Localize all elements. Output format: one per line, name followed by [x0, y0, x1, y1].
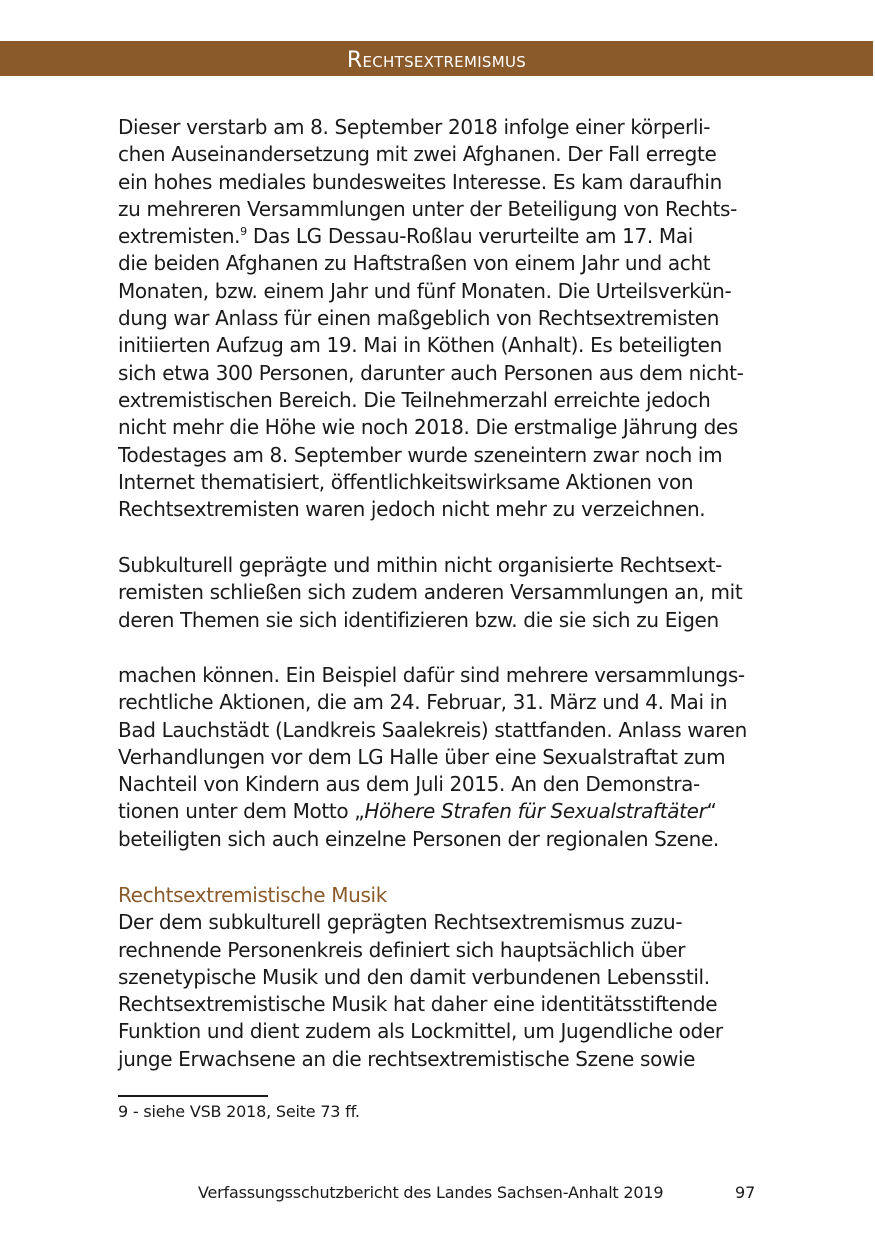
footer-title: Verfassungsschutzbericht des Landes Sachsen-Anhalt 2019	[198, 1183, 664, 1202]
text-line	[118, 798, 758, 825]
text-line: nicht mehr die Höhe wie noch 2018. Die erstmalige Jährung des	[118, 415, 738, 440]
text-line: chen Auseinandersetzung mit zwei Afghanen. Der Fall erregte	[118, 142, 717, 167]
body-paragraph-2	[118, 552, 758, 634]
text-line: Subkulturell geprägte und mithin nicht organisierte Rechtsext-	[118, 553, 723, 577]
text-line: szenetypische Musik und den damit verbundenen Lebensstil.	[118, 964, 710, 989]
text-line	[118, 223, 758, 250]
text-line: Internet thematisiert, öffentlichkeitswirksame Aktionen von	[118, 469, 694, 494]
text-line: Bad Lauchstädt (Landkreis Saalekreis) stattfanden. Anlass waren	[118, 717, 747, 742]
text-line: remisten schließen sich zudem anderen Versammlungen an, mit	[118, 580, 743, 605]
motto-italic: Höhere Strafen für Sexualstraftäter	[364, 799, 707, 824]
footnote-divider	[118, 1095, 268, 1097]
text-line: Verhandlungen vor dem LG Halle über eine Sexualstraftat zum	[118, 744, 726, 769]
text-line: rechnende Personenkreis definiert sich hauptsächlich über	[118, 937, 686, 962]
text-line: Funktion und dient zudem als Lockmittel, um Jugendliche oder	[118, 1019, 723, 1044]
body-paragraph-3	[118, 662, 758, 853]
text-line: die beiden Afghanen zu Haftstraßen von einem Jahr und acht	[118, 251, 711, 276]
text-line: Rechtsextremisten waren jedoch nicht mehr zu verzeichnen.	[118, 497, 706, 522]
body-paragraph-1	[118, 114, 758, 523]
text-line: ein hohes mediales bundesweites Interesse. Es kam daraufhin	[118, 169, 722, 194]
text-line: beteiligten sich auch einzelne Personen der regionalen Szene.	[118, 826, 719, 851]
text-fragment: Das LG Dessau-Roßlau verurteilte am 17. Mai	[246, 224, 693, 249]
text-fragment: “	[706, 799, 717, 824]
text-line: initiierten Aufzug am 19. Mai in Köthen (Anhalt). Es beteiligten	[118, 333, 722, 358]
section-heading: Rechtsextremistische Musik	[118, 883, 387, 907]
text-line: Rechtsextremistische Musik hat daher eine identitätsstiftende	[118, 992, 718, 1017]
text-line: Monaten, bzw. einem Jahr und fünf Monaten. Die Urteilsverkün-	[118, 278, 732, 303]
text-fragment: extremisten.	[118, 224, 241, 249]
text-fragment: tionen unter dem Motto „	[118, 799, 365, 824]
text-line: extremistischen Bereich. Die Teilnehmerzahl erreichte jedoch	[118, 387, 711, 412]
text-line: junge Erwachsene an die rechtsextremistische Szene sowie	[118, 1046, 696, 1071]
section-banner	[0, 41, 873, 76]
text-line: deren Themen sie sich identifizieren bzw. die sie sich zu Eigen	[118, 607, 719, 632]
text-line: machen können. Ein Beispiel dafür sind mehrere versammlungs-	[118, 663, 745, 687]
footnote: 9 - siehe VSB 2018, Seite 73 ff.	[118, 1102, 360, 1121]
text-line: Der dem subkulturell geprägten Rechtsextremismus zuzu-	[118, 910, 683, 935]
text-line: rechtliche Aktionen, die am 24. Februar, 31. März und 4. Mai in	[118, 690, 728, 715]
text-line: Todestages am 8. September wurde szeneintern zwar noch im	[118, 442, 723, 467]
text-line: Nachteil von Kindern aus dem Juli 2015. An den Demonstra-	[118, 772, 700, 797]
text-line: Dieser verstarb am 8. September 2018 infolge einer körperli-	[118, 115, 711, 139]
text-line: zu mehreren Versammlungen unter der Beteiligung von Rechts-	[118, 196, 737, 221]
text-line: sich etwa 300 Personen, darunter auch Personen aus dem nicht-	[118, 360, 744, 385]
music-section	[118, 882, 758, 1073]
section-title: Rechtsextremismus	[346, 48, 527, 73]
footnote-reference: 9	[240, 225, 247, 239]
text-line: dung war Anlass für einen maßgeblich von Rechtsextremisten	[118, 306, 720, 331]
page-number: 97	[735, 1183, 756, 1202]
